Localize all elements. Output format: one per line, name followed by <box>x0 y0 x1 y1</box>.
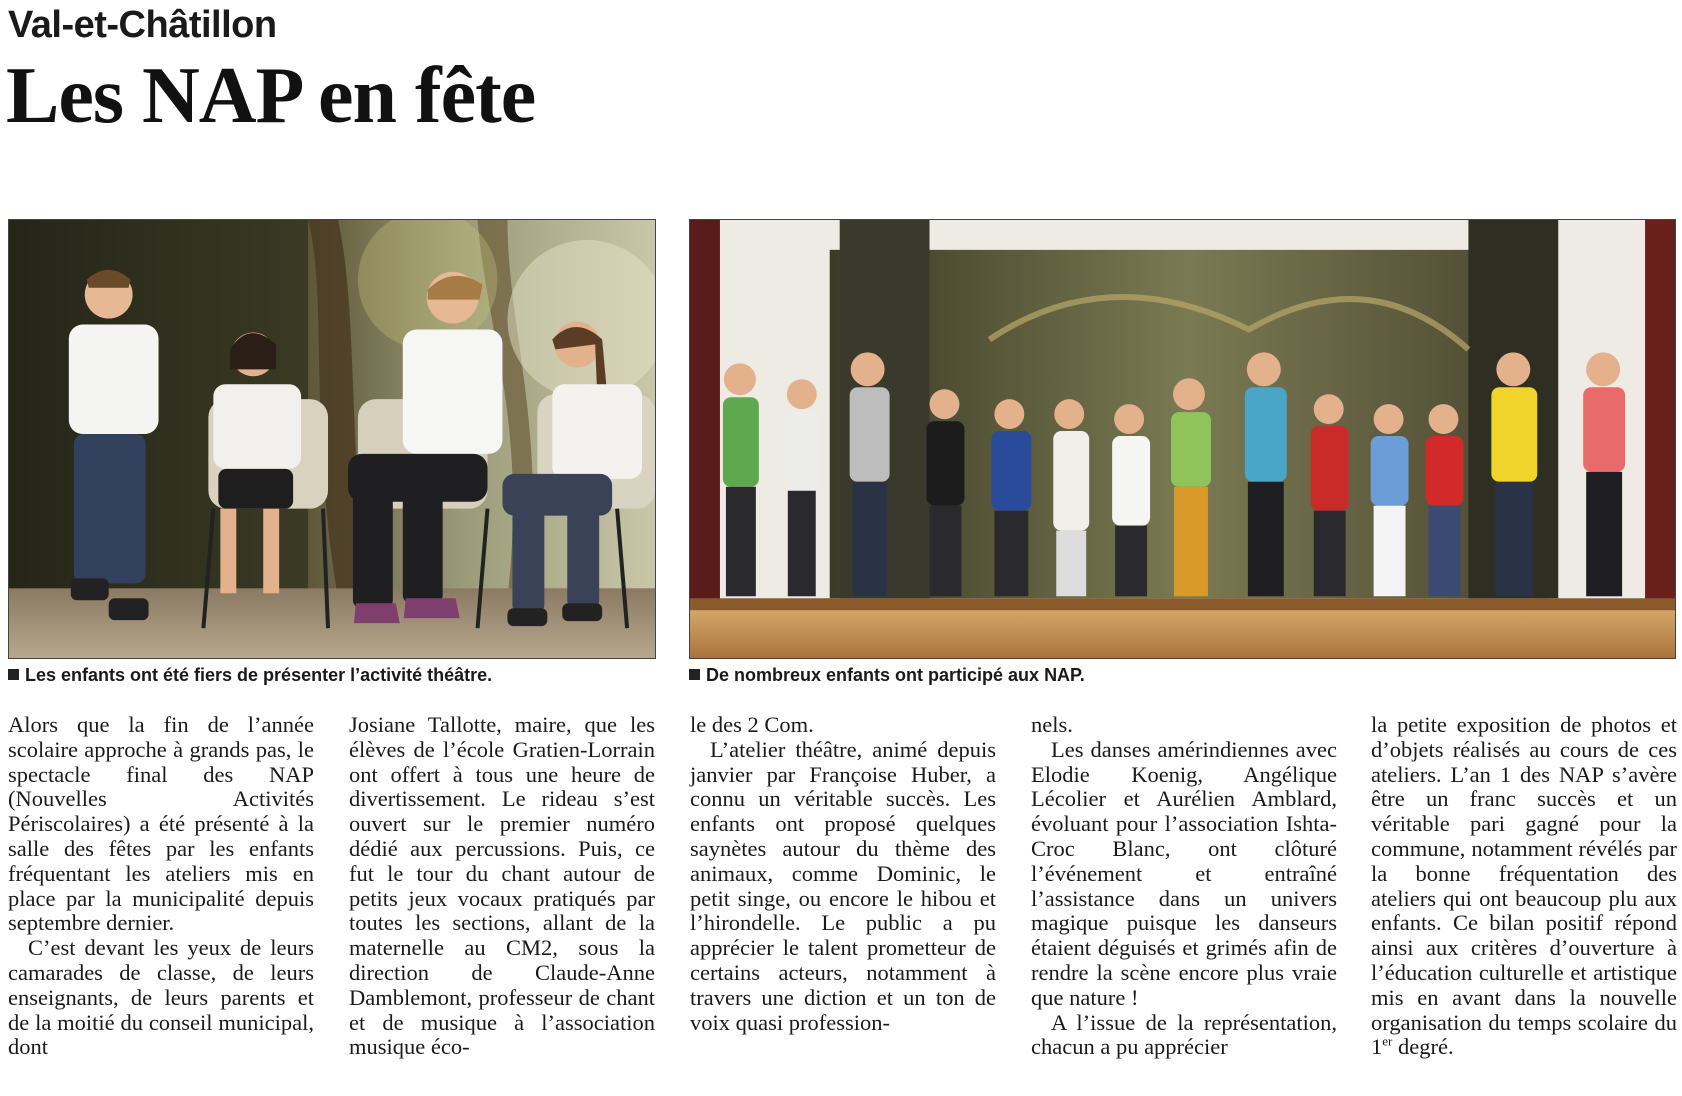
photo-theatre <box>8 219 656 659</box>
article-kicker: Val-et-Châtillon <box>8 4 277 46</box>
photo-caption-theatre <box>8 665 492 689</box>
paragraph: le des 2 Com. <box>690 712 814 737</box>
paragraph-text: la petite exposition de photos et d’objets réalisés au cours de ces ateliers. L’an 1 des NAP s’avère être un franc succès et un véritable pari gagné pour la commune, notamment révélés par la bonne fréquentation des ateliers qui ont beaucoup plu aux enfants. Ce bilan positif répond ainsi aux critères d’ouverture à l’éducation culturelle et artistique mis en avant dans la nouvelle organisation du temps scolaire du 1 <box>1371 712 1677 1060</box>
caption-bullet-icon <box>8 669 19 680</box>
paragraph: nels. <box>1031 712 1073 737</box>
paragraph: Josiane Tallotte, maire, que les élèves de l’école Gratien-Lorrain ont offert à tous une heure de divertissement. Le rideau s’est ouvert sur le premier numéro dédié aux percussions. Puis, ce fut le tour du chant autour de petits jeux vocaux pratiqués par toutes les sections, allant de la maternelle au CM2, sous la direction de Claude-Anne Damblemont, professeur de chant et de musique à l’association musique éco- <box>349 712 655 1060</box>
article-column-4 <box>1031 713 1337 1060</box>
caption-text: Les enfants ont été fiers de présenter l’activité théâtre. <box>25 665 493 685</box>
paragraph: L’atelier théâtre, animé depuis janvier par Françoise Huber, a connu un véritable succès. Les enfants ont proposé quelques saynètes autour du thème des animaux, comme Dominic, le petit singe, ou encore le hibou et l’hirondelle. Le public a pu apprécier le talent prometteur de certains acteurs, notamment à travers une diction et un ton de voix quasi profession- <box>690 736 996 1035</box>
photo-group-stage <box>689 219 1676 659</box>
article-headline: Les NAP en fête <box>6 52 536 140</box>
article-column-3 <box>690 713 996 1035</box>
paragraph <box>1371 713 1677 1060</box>
paragraph: A l’issue de la représentation, chacun a pu apprécier <box>1031 1009 1337 1060</box>
caption-bullet-icon <box>689 669 700 680</box>
caption-text: De nombreux enfants ont participé aux NAP. <box>706 665 1085 685</box>
article-column-1 <box>8 713 314 1060</box>
paragraph-end: degré. <box>1392 1034 1454 1060</box>
article-column-5 <box>1371 713 1677 1060</box>
paragraph: Les danses amérindiennes avec Elodie Koenig, Angélique Lécolier et Aurélien Amblard, évoluant pour l’association Ishta-Croc Blanc, ont clôturé l’événement et entraîné l’assistance dans un univers magique puisque les danseurs étaient déguisés et grimés afin de rendre la scène encore plus vraie que nature ! <box>1031 736 1337 1010</box>
photo-caption-group <box>689 665 1085 689</box>
article-column-2 <box>349 713 655 1060</box>
ordinal-suffix: er <box>1382 1033 1393 1049</box>
photo-theatre-illustration <box>9 220 655 658</box>
paragraph: Alors que la fin de l’année scolaire approche à grands pas, le spectacle final des NAP (Nouvelles Activités Périscolaires) a été présenté à la salle des fêtes par les enfants fréquentant les ateliers mis en place par la municipalité depuis septembre dernier. <box>8 712 314 936</box>
photo-group-illustration <box>690 220 1675 658</box>
paragraph: C’est devant les yeux de leurs camarades de classe, de leurs enseignants, de leurs parents et de la moitié du conseil municipal, dont <box>8 935 314 1060</box>
